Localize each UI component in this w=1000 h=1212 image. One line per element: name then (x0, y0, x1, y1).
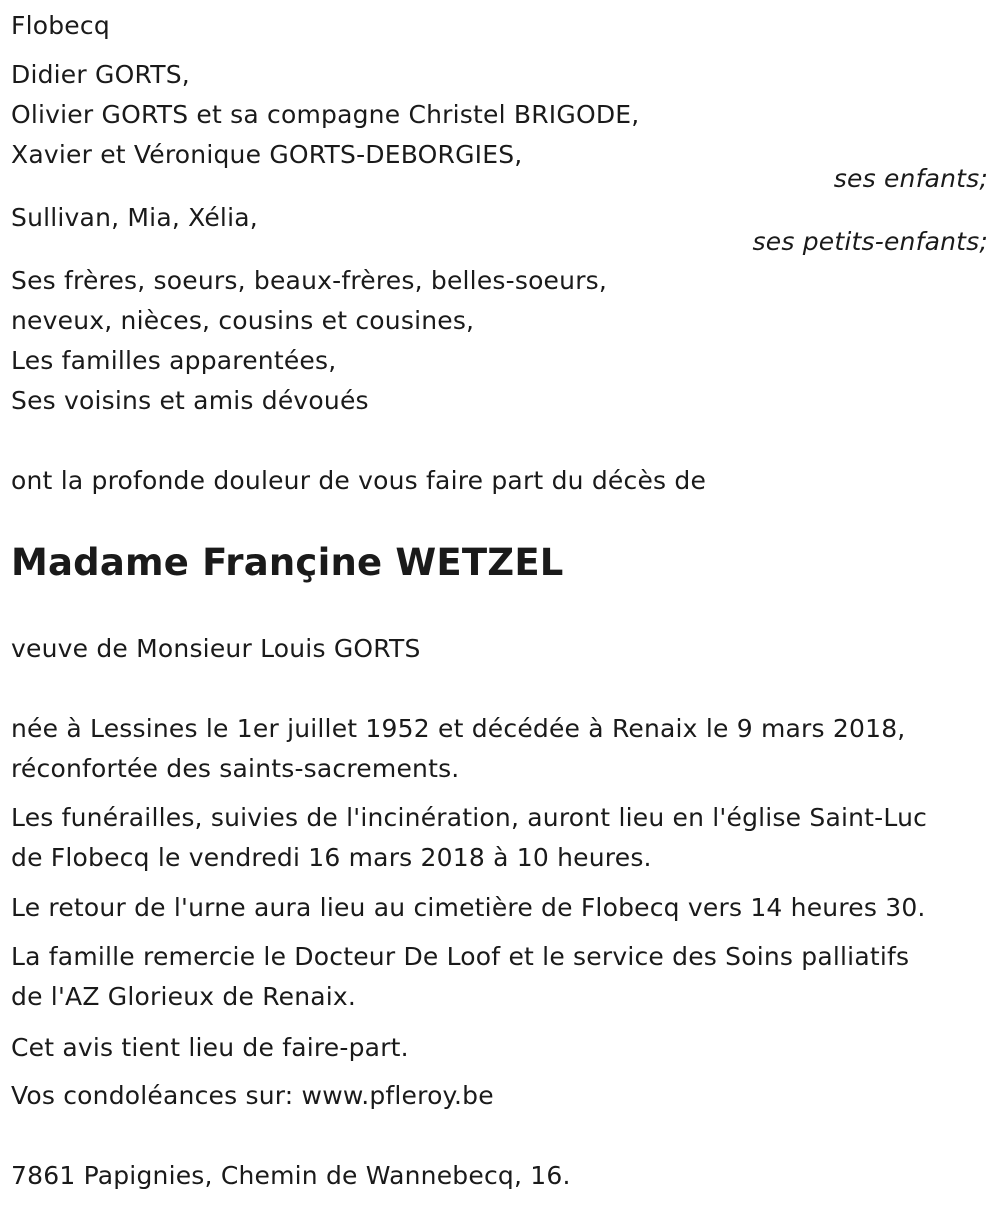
child-line: Didier GORTS, (11, 60, 190, 89)
condolences-text: Vos condoléances sur: www.pfleroy.be (11, 1081, 494, 1110)
thanks-line: La famille remercie le Docteur De Loof et le service des Soins palliatifs (11, 942, 910, 971)
thanks-line: de l'AZ Glorieux de Renaix. (11, 982, 357, 1011)
relatives-line: neveux, nièces, cousins et cousines, (11, 306, 475, 335)
birth-death-line: réconfortée des saints-sacrements. (11, 754, 460, 783)
birth-death-line: née à Lessines le 1er juillet 1952 et décédée à Renaix le 9 mars 2018, (11, 714, 906, 743)
relatives-line: Ses frères, soeurs, beaux-frères, belles-soeurs, (11, 266, 608, 295)
address-text: 7861 Papignies, Chemin de Wannebecq, 16. (11, 1161, 571, 1190)
widow-of-text: veuve de Monsieur Louis GORTS (11, 634, 421, 663)
funeral-line: de Flobecq le vendredi 16 mars 2018 à 10 heures. (11, 843, 652, 872)
child-line: Xavier et Véronique GORTS-DEBORGIES, (11, 140, 523, 169)
urn-return-text: Le retour de l'urne aura lieu au cimetière de Flobecq vers 14 heures 30. (11, 893, 926, 922)
deceased-name: Madame Françine WETZEL (11, 541, 564, 584)
notice-text: Cet avis tient lieu de faire-part. (11, 1033, 409, 1062)
relatives-line: Ses voisins et amis dévoués (11, 386, 369, 415)
place-name: Flobecq (11, 11, 110, 40)
grandchildren-line: Sullivan, Mia, Xélia, (11, 203, 258, 232)
children-role-label: ses enfants; (833, 164, 988, 193)
grandchildren-role-label: ses petits-enfants; (752, 227, 988, 256)
relatives-line: Les familles apparentées, (11, 346, 337, 375)
funeral-line: Les funérailles, suivies de l'incinération, auront lieu en l'église Saint-Luc (11, 803, 928, 832)
child-line: Olivier GORTS et sa compagne Christel BRIGODE, (11, 100, 640, 129)
announcement-text: ont la profonde douleur de vous faire part du décès de (11, 466, 707, 495)
